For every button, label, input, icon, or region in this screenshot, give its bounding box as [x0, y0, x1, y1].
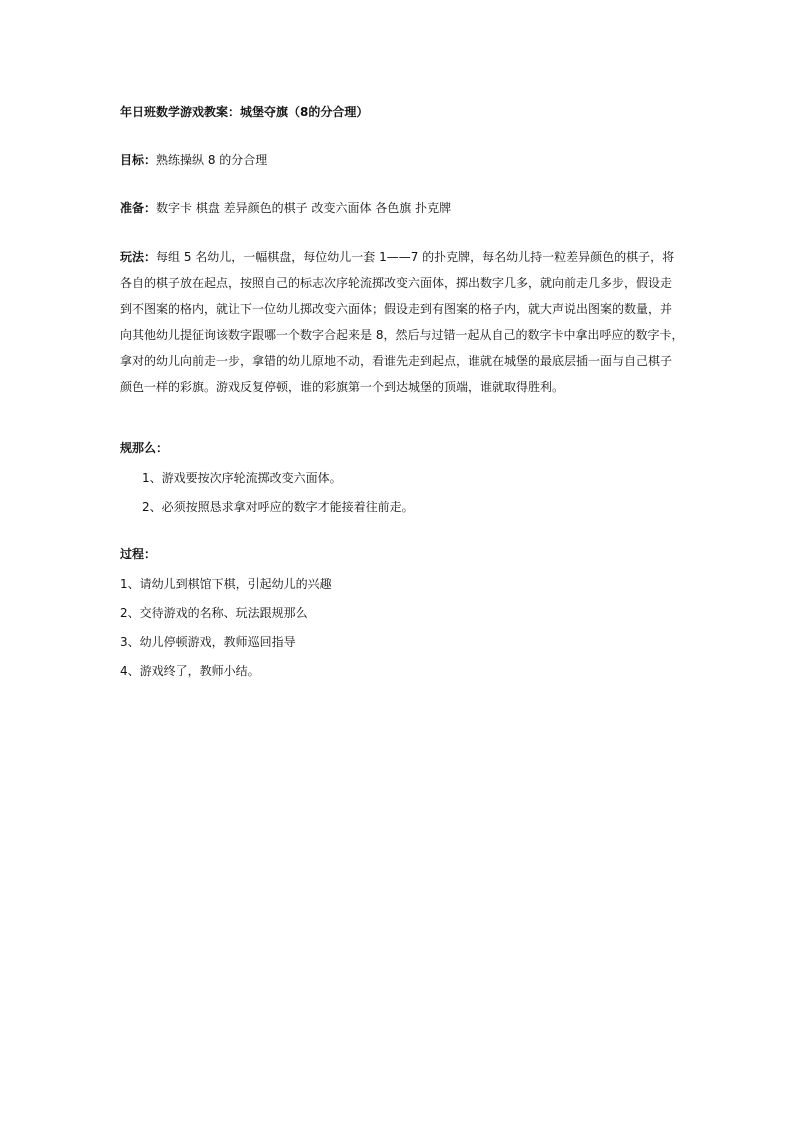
process-step: 3、幼儿停顿游戏，教师巡回指导: [120, 635, 296, 649]
gameplay-line: 颜色一样的彩旗。游戏反复停顿，谁的彩旗第一个到达城堡的顶端，谁就取得胜利。: [120, 380, 565, 394]
gameplay-line: 各自的棋子放在起点，按照自己的标志次序轮流掷改变六面体，掷出数字几多，就向前走几多步，假设走: [120, 276, 673, 290]
process-heading: 过程：: [120, 547, 157, 561]
gameplay-line: 到不图案的格内，就让下一位幼儿掷改变六面体；假设走到有图案的格子内，就大声说出图案的数量，并: [120, 302, 673, 316]
process-step: 4、游戏终了，教师小结。: [120, 664, 260, 678]
goal-label: 目标：: [120, 153, 157, 167]
preparation-paragraph: [120, 200, 451, 216]
gameplay-line: 玩法：每组 5 名幼儿，一幅棋盘，每位幼儿一套 1——7 的扑克牌，每名幼儿持一粒差异颜色的棋子，将: [120, 250, 675, 264]
rule-item: 2、必须按照恳求拿对呼应的数字才能接着往前走。: [142, 500, 414, 514]
gameplay-line: 向其他幼儿提征询该数字跟哪一个数字合起来是 8，然后与过错一起从自己的数字卡中拿出呼应的数字卡，: [120, 328, 684, 342]
process-step: 1、请幼儿到棋馆下棋，引起幼儿的兴趣: [120, 577, 332, 591]
rule-item: 1、游戏要按次序轮流掷改变六面体。: [142, 471, 342, 485]
goal-paragraph: [120, 152, 267, 168]
goal-text: 熟练操纵 8 的分合理: [156, 153, 268, 167]
gameplay-paragraph: [120, 244, 684, 400]
document-title: 年日班数学游戏教案：城堡夺旗（8的分合理）: [120, 105, 369, 119]
gameplay-label: 玩法：: [120, 250, 157, 264]
gameplay-line: 拿对的幼儿向前走一步，拿错的幼儿原地不动，看谁先走到起点，谁就在城堡的最底层插一面与自己棋子: [120, 354, 673, 368]
process-step: 2、交待游戏的名称、玩法跟规那么: [120, 606, 308, 620]
rules-heading: 规那么：: [120, 441, 169, 455]
preparation-label: 准备：: [120, 201, 157, 215]
preparation-text: 数字卡 棋盘 差异颜色的棋子 改变六面体 各色旗 扑克牌: [156, 201, 452, 215]
